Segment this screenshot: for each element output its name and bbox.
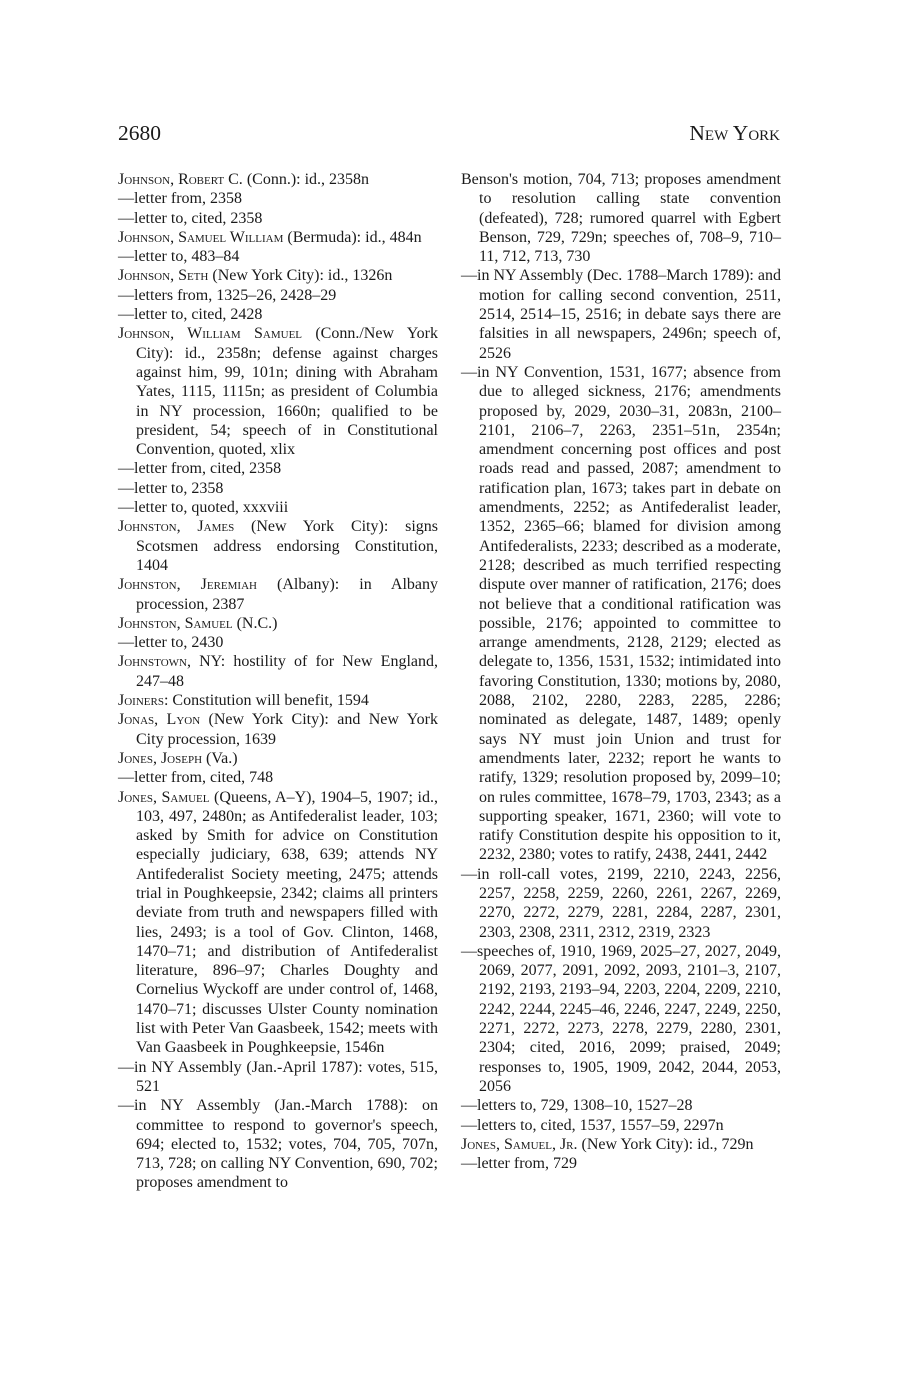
entry-headword: Johnston, James xyxy=(118,518,235,536)
index-entry xyxy=(118,517,438,575)
entry-text: (Bermuda): id., 484n xyxy=(283,228,422,246)
index-subentry: —in roll-call votes, 2199, 2210, 2243, 2256, 2257, 2258, 2259, 2260, 2261, 2267, 2269, 2270, 2272, 2279, 2281, 2284, 2287, 2301, 2303, 2308, 2311, 2312, 2319, 2323 xyxy=(461,865,781,941)
entry-headword: Johnson, Seth xyxy=(118,267,209,285)
page-number: 2680 xyxy=(118,121,161,145)
entry-text: (Conn./New York City): id., 2358n; defense against charges against him, 99, 101n; dining with Abraham Yates, 1115, 1115n; as president of Columbia in NY procession, 1660n; qualified to be president, 54; speech of in Constitutional Convention, quoted, xlix xyxy=(136,325,438,459)
entry-continuation: Benson's motion, 704, 713; proposes amendment to resolution calling state convention (defeated), 728; rumored quarrel with Egbert Benson, 729, 729n; speeches of, 708–9, 710–11, 712, 713, 730 xyxy=(461,171,781,266)
index-subentry: —letters from, 1325–26, 2428–29 xyxy=(118,286,337,304)
entry-headword: Jones, Joseph xyxy=(118,749,203,767)
index-entry xyxy=(118,710,438,749)
index-entry xyxy=(118,749,438,768)
entry-text: (New York City): id., 729n xyxy=(577,1135,754,1153)
entry-headword: Johnstown xyxy=(118,653,187,671)
index-subentry: —letter to, cited, 2428 xyxy=(118,306,263,324)
index-entry xyxy=(118,266,438,285)
index-subentry: —letter to, 2358 xyxy=(118,479,224,497)
entry-text: (New York City): id., 1326n xyxy=(208,267,393,285)
entry-headword: Joiners xyxy=(118,692,164,710)
index-entry xyxy=(118,324,438,459)
entry-text: (Va.) xyxy=(202,749,238,767)
index-subentry: —letter from, cited, 2358 xyxy=(118,460,282,478)
entry-text: (New York City): signs Scotsmen address endorsing Constitution, 1404 xyxy=(136,518,439,574)
entry-headword: Johnson, Robert C. xyxy=(118,171,243,188)
index-subentry: —letter from, cited, 748 xyxy=(118,769,274,787)
index-subentry: —in NY Assembly (Jan.-March 1788): on committee to respond to governor's speech, 694; elected to, 1532; votes, 704, 705, 707n, 713, 728; on calling NY Convention, 690, 702; proposes amendment to xyxy=(118,1097,438,1192)
entry-headword: Johnson, William Samuel xyxy=(118,325,303,343)
entry-text: , NY: hostility of for New England, 247–48 xyxy=(136,653,438,690)
entry-headword: Johnston, Samuel xyxy=(118,614,233,632)
index-subentry: —in NY Assembly (Dec. 1788–March 1789): and motion for calling second convention, 2511, 2514, 2514–15, 2516; in debate says there are falsities in all newspapers, 2496n; speech of, 2526 xyxy=(461,267,781,362)
entry-text: (N.C.) xyxy=(232,614,278,632)
entry-text: : Constitution will benefit, 1594 xyxy=(163,692,369,710)
entry-headword: Johnston, Jeremiah xyxy=(118,576,257,594)
entry-headword: Jones, Samuel, Jr. xyxy=(461,1135,578,1153)
index-subentry: —in NY Assembly (Jan.-April 1787): votes, 515, 521 xyxy=(118,1058,438,1095)
index-entry xyxy=(118,652,438,691)
entry-text: (Queens, A–Y), 1904–5, 1907; id., 103, 497, 2480n; as Antifederalist leader, 103; asked by Smith for advice on Constitution especially judiciary, 638, 639; attends NY Antifederalist Society meeting, 2475; attends trial in Poughkeepsie, 2342; claims all printers deviate from truth and newspapers filled with lies, 2493; is a tool of Gov. Clinton, 1468, 1470–71; and distribution of Antifederalist literature, 896–97; Charles Doughty and Cornelius Wyckoff are under control of, 1468, 1470–71; discusses Ulster County nomination list with Peter Van Gaasbeek, 1542; meets with Van Gaasbeek in Poughkeepsie, 1546n xyxy=(136,788,438,1057)
running-head: New York xyxy=(689,121,780,145)
index-subentry: —letter from, 729 xyxy=(461,1155,577,1173)
index-subentry: —letter to, 483–84 xyxy=(118,248,240,266)
index-subentry: —letter to, quoted, xxxviii xyxy=(118,499,289,517)
index-subentry: —letter to, 2430 xyxy=(118,634,224,652)
index-subentry: —letters to, 729, 1308–10, 1527–28 xyxy=(461,1097,693,1115)
index-entry xyxy=(118,788,438,1058)
index-column-left xyxy=(118,170,438,1193)
index-entry xyxy=(118,228,438,247)
entry-text: (Conn.): id., 2358n xyxy=(242,171,370,188)
index-entry xyxy=(118,614,438,633)
index-subentry: —letters to, cited, 1537, 1557–59, 2297n xyxy=(461,1116,724,1134)
entry-headword: Jones, Samuel xyxy=(118,788,210,806)
index-entry xyxy=(118,170,438,189)
entry-headword: Jonas, Lyon xyxy=(118,711,201,729)
entry-text: (New York City): and New York City procession, 1639 xyxy=(136,711,439,748)
entry-headword: Johnson, Samuel William xyxy=(118,228,284,246)
index-entry xyxy=(118,691,438,710)
index-subentry: —in NY Convention, 1531, 1677; absence from due to alleged sickness, 2176; amendments proposed by, 2029, 2030–31, 2083n, 2100–2101, 2106–7, 2263, 2351–51n, 2354n; amendment concerning post offices and post roads read and passed, 2087; amendment to ratification plan, 1673; takes part in debate on amendments, 2252; as Antifederalist leader, 1352, 2365–66; blamed for division among Antifederalists, 2233; described as a moderate, 2128; described as much terrified respecting dispute over manner of ratification, 2176; does not believe that a conditional ratification was possible, 2176; appointed to committee to arrange amendments, 2128, 2129; elected as delegate to, 1356, 1531, 1532; intimidated into favoring Constitution, 1330; motions by, 2080, 2088, 2102, 2280, 2283, 2285, 2286; nominated as delegate, 1487, 1489; openly says NY must join Union and trust for amendments later, 2232; report he wants to ratify, 1329; resolution proposed by, 2099–10; on rules committee, 1678–79, 1703, 2343; as a supporting speaker, 1671, 2360; will vote to ratify Constitution despite his opposition to it, 2232, 2380; votes to ratify, 2438, 2441, 2442 xyxy=(461,363,781,864)
index-entry xyxy=(461,1135,781,1154)
index-subentry: —letter to, cited, 2358 xyxy=(118,209,263,227)
index-subentry: —speeches of, 1910, 1969, 2025–27, 2027, 2049, 2069, 2077, 2091, 2092, 2093, 2101–3, 2107, 2192, 2193, 2193–94, 2203, 2204, 2209, 2210, 2242, 2244, 2245–46, 2246, 2247, 2249, 2250, 2271, 2272, 2273, 2278, 2279, 2280, 2301, 2304; cited, 2016, 2099; praised, 2049; responses to, 1905, 1909, 2042, 2044, 2053, 2056 xyxy=(461,942,781,1095)
index-subentry: —letter from, 2358 xyxy=(118,190,242,208)
index-column-right xyxy=(461,170,781,1173)
index-entry xyxy=(118,575,438,614)
entry-text: (Albany): in Albany procession, 2387 xyxy=(136,576,438,613)
